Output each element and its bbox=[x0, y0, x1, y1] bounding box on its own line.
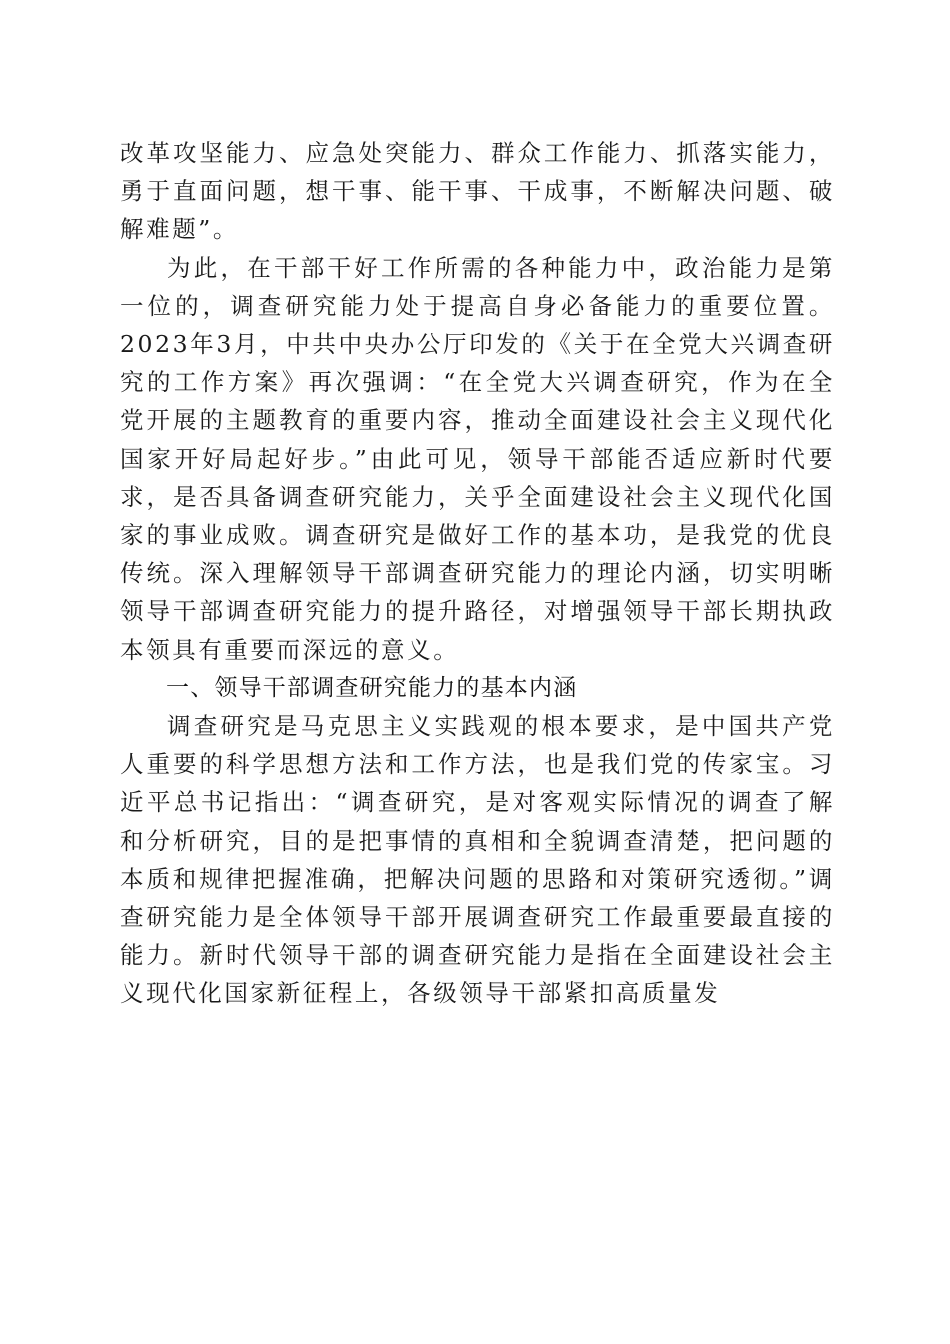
section-heading: 一、领导干部调查研究能力的基本内涵 bbox=[166, 674, 578, 701]
paragraph-continued: 改革攻坚能力、应急处突能力、群众工作能力、抓落实能力，勇于直面问题，想干事、能干事、干成事，不断解决问题、破解难题”。 bbox=[120, 139, 835, 244]
paragraph-political-ability: 为此，在干部干好工作所需的各种能力中，政治能力是第一位的，调查研究能力处于提高自身必备能力的重要位置。2023年3月，中共中央办公厅印发的《关于在全党大兴调查研究的工作方案》再次强调：“在全党大兴调查研究，作为在全党开展的主题教育的重要内容，推动全面建设社会主义现代化国家开好局起好步。”由此可见，领导干部能否适应新时代要求，是否具备调查研究能力，关乎全面建设社会主义现代化国家的事业成败。调查研究是做好工作的基本功，是我党的优良传统。深入理解领导干部调查研究能力的理论内涵，切实明晰领导干部调查研究能力的提升路径，对增强领导干部长期执政本领具有重要而深远的意义。 bbox=[120, 253, 835, 664]
document-body bbox=[120, 134, 835, 1013]
paragraph-research-definition: 调查研究是马克思主义实践观的根本要求，是中国共产党人重要的科学思想方法和工作方法，也是我们党的传家宝。习近平总书记指出：“调查研究，是对客观实际情况的调查了解和分析研究，目的是把事情的真相和全貌调查清楚，把问题的本质和规律把握准确，把解决问题的思路和对策研究透彻。”调查研究能力是全体领导干部开展调查研究工作最重要最直接的能力。新时代领导干部的调查研究能力是指在全面建设社会主义现代化国家新征程上，各级领导干部紧扣高质量发 bbox=[120, 712, 835, 1008]
